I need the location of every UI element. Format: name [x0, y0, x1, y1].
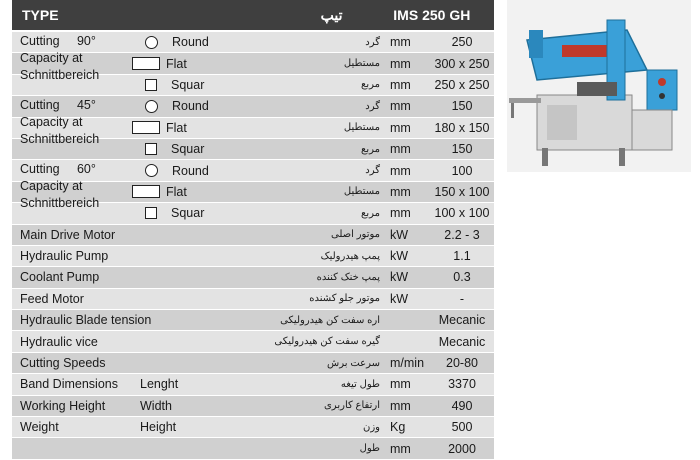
shape-cell [140, 142, 265, 156]
value-cell: 250 [451, 35, 473, 50]
unit-cell: Kg [390, 420, 406, 435]
spec-rows [12, 225, 494, 460]
value-cell: 490 [451, 398, 473, 413]
flat-shape-icon [132, 185, 160, 198]
value-cell: 0.3 [453, 270, 471, 285]
spec-table [12, 0, 494, 460]
shape-label: Flat [166, 120, 187, 135]
unit-cell: mm [390, 184, 411, 199]
persian-label: طول تیغه [340, 378, 380, 390]
table-row [12, 438, 494, 459]
round-shape-icon [145, 100, 158, 113]
unit-cell: mm [390, 77, 411, 92]
cutting-angle-label: Cutting 60° Capacity at Schnittbereich [20, 162, 100, 211]
spec-label: Feed Motor [20, 291, 84, 306]
table-row [12, 417, 494, 438]
shape-label: Squar [171, 206, 205, 221]
value-cell: 180 x 150 [434, 120, 490, 135]
table-row [12, 225, 494, 246]
shape-label: Round [172, 163, 209, 178]
unit-cell: mm [390, 99, 411, 114]
spec-label: Weight [20, 420, 59, 435]
value-cell: 1.1 [453, 249, 471, 264]
cutting-group [12, 32, 494, 96]
cutting-group [12, 160, 494, 224]
round-shape-icon [145, 164, 158, 177]
spec-label: Main Drive Motor [20, 227, 116, 242]
shape-cell [140, 35, 265, 49]
persian-label: مربع [361, 79, 380, 91]
shape-label: Round [172, 99, 209, 114]
persian-label: موتور جلو کشنده [309, 293, 380, 305]
machine-photo [507, 0, 691, 172]
table-row [12, 396, 494, 417]
value-cell: 100 x 100 [434, 206, 490, 221]
spec-sub-label: Width [140, 398, 172, 413]
spec-label: Coolant Pump [20, 270, 100, 285]
table-row [12, 289, 494, 310]
table-row [12, 353, 494, 374]
value-cell: 100 [451, 163, 473, 178]
table-row [12, 331, 494, 352]
shape-label: Squar [171, 142, 205, 157]
value-cell: 150 [451, 99, 473, 114]
persian-label: گرد [365, 100, 380, 112]
spec-label: Hydraulic Pump [20, 249, 109, 264]
value-cell: 250 x 250 [434, 77, 490, 92]
spec-label: Hydraulic vice [20, 334, 98, 349]
table-row [12, 310, 494, 331]
unit-cell: kW [390, 291, 409, 306]
unit-cell: kW [390, 249, 409, 264]
shape-cell [140, 78, 265, 92]
unit-cell: mm [390, 441, 411, 456]
value-cell: 2.2 - 3 [444, 227, 480, 242]
value-cell: 150 x 100 [434, 184, 490, 199]
value-cell: - [459, 291, 465, 306]
persian-label: ارتفاع کاربری [323, 400, 380, 412]
value-cell: 3370 [448, 377, 476, 392]
persian-label: وزن [362, 421, 380, 433]
spec-sub-label: Height [140, 420, 177, 435]
cutting-angle-label: Cutting 90° Capacity at Schnittbereich [20, 34, 100, 82]
flat-shape-icon [132, 121, 160, 134]
shape-cell [140, 121, 265, 135]
round-shape-icon [145, 36, 158, 49]
value-cell: 300 x 250 [434, 56, 490, 71]
unit-cell: mm [390, 56, 411, 71]
unit-cell: mm [390, 163, 411, 178]
persian-label: گرد [365, 165, 380, 177]
persian-label: مستطیل [343, 58, 380, 70]
unit-cell: mm [390, 398, 411, 413]
table-row [12, 246, 494, 267]
unit-cell: mm [390, 142, 411, 157]
spec-label: Hydraulic Blade tension [20, 313, 152, 328]
table-row [12, 374, 494, 395]
cutting-angle-label: Cutting 45° Capacity at Schnittbereich [20, 98, 100, 147]
spec-label: Cutting Speeds [20, 356, 106, 371]
value-cell: 2000 [448, 441, 476, 456]
type-header: TYPE [22, 7, 59, 23]
persian-label: گرد [365, 36, 380, 48]
unit-cell: mm [390, 35, 411, 50]
persian-label: مربع [361, 207, 380, 219]
table-row [12, 267, 494, 288]
persian-label: پمپ هیدرولیک [320, 250, 380, 262]
square-shape-icon [145, 207, 157, 219]
persian-label: گیره سفت کن هیدرولیکی [274, 336, 380, 348]
cutting-group [12, 96, 494, 160]
value-cell: 500 [451, 420, 473, 435]
shape-cell [140, 185, 265, 199]
shape-label: Flat [166, 56, 187, 71]
unit-cell: mm [390, 377, 411, 392]
shape-cell [140, 99, 265, 113]
value-cell: Mecanic [438, 313, 486, 328]
unit-cell: mm [390, 206, 411, 221]
shape-cell [140, 164, 265, 178]
persian-label: مستطیل [343, 186, 380, 198]
value-cell: 150 [451, 142, 473, 157]
persian-label: سرعت برش [327, 357, 380, 369]
unit-cell: mm [390, 120, 411, 135]
unit-cell: m/min [390, 356, 425, 371]
persian-label: مربع [361, 143, 380, 155]
type-header-fa: تیپ [320, 6, 343, 23]
model-header: IMS 250 GH [393, 7, 471, 23]
flat-shape-icon [132, 57, 160, 70]
persian-label: طول [359, 443, 380, 455]
persian-label: موتور اصلی [331, 229, 380, 241]
table-header [12, 0, 494, 32]
unit-cell: kW [390, 270, 409, 285]
value-cell: 20-80 [446, 356, 478, 371]
value-cell: Mecanic [438, 334, 486, 349]
spec-sub-label: Lenght [140, 377, 179, 392]
spec-label: Band Dimensions [20, 377, 118, 392]
unit-cell: kW [390, 227, 409, 242]
cutting-capacity-groups [12, 32, 494, 225]
shape-label: Round [172, 35, 209, 50]
square-shape-icon [145, 143, 157, 155]
shape-label: Squar [171, 77, 205, 92]
persian-label: پمپ خنک کننده [316, 271, 380, 283]
square-shape-icon [145, 79, 157, 91]
spec-label: Working Height [20, 398, 106, 413]
shape-cell [140, 57, 265, 71]
persian-label: مستطیل [343, 122, 380, 134]
shape-cell [140, 206, 265, 220]
shape-label: Flat [166, 184, 187, 199]
persian-label: اره سفت کن هیدرولیکی [280, 314, 380, 326]
